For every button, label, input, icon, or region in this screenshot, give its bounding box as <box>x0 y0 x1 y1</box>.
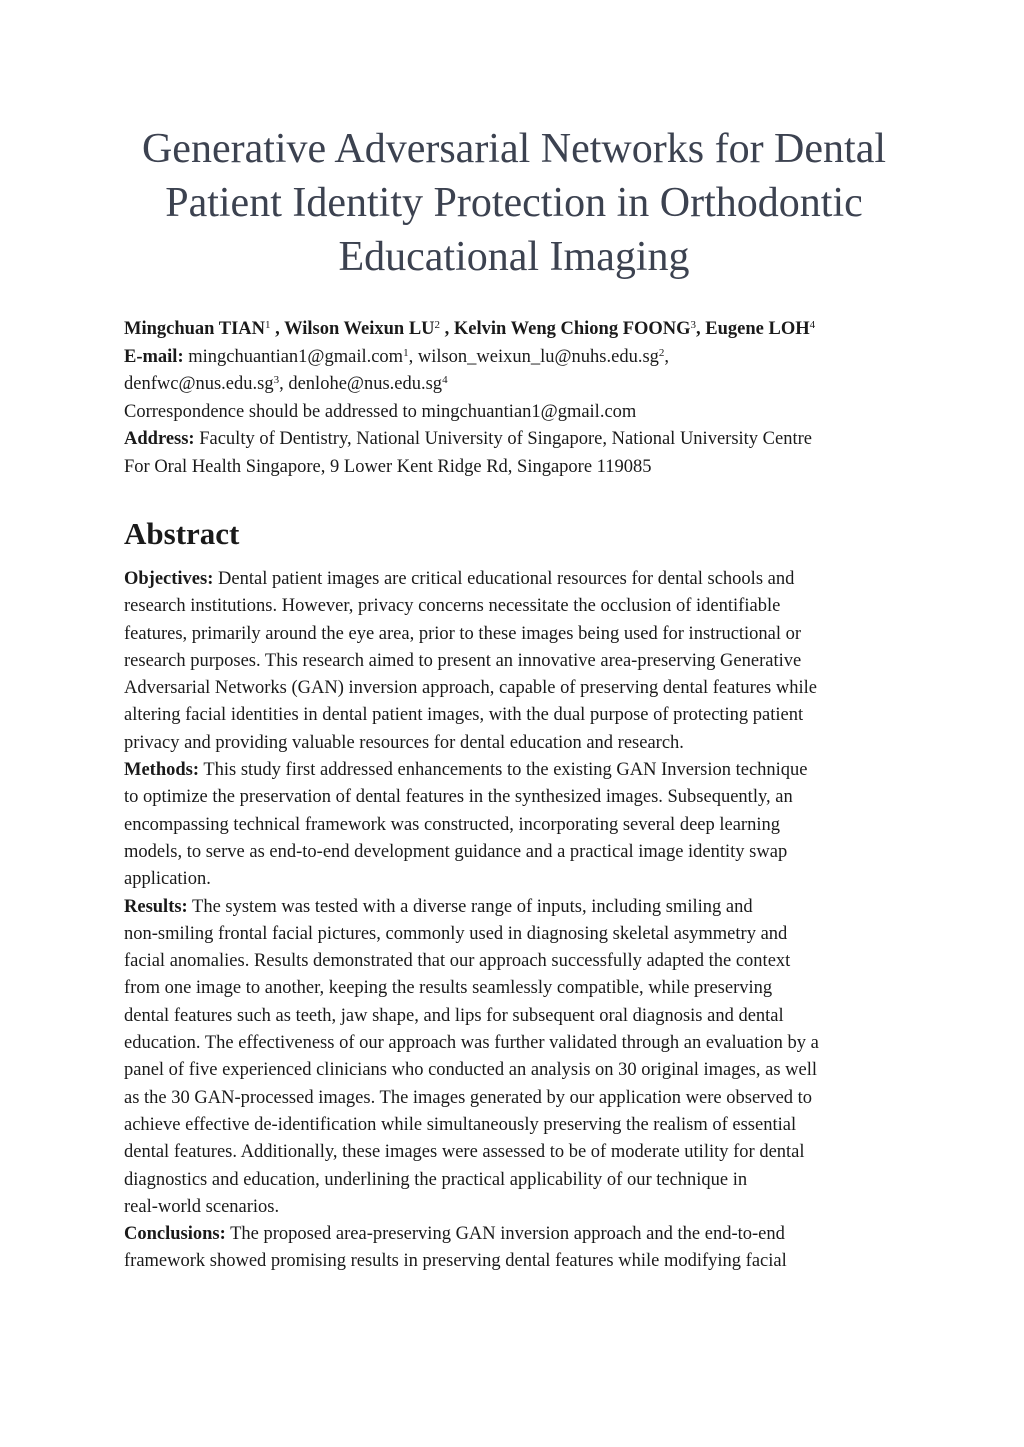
author-name: Wilson Weixun LU <box>284 319 435 339</box>
address-line <box>124 426 924 454</box>
abstract-body <box>124 566 924 1276</box>
abstract-line: diagnostics and education, underlining the practical applicability of our technique in <box>124 1169 748 1190</box>
abstract-line: to optimize the preservation of dental features in the synthesized images. Subsequently, an <box>124 787 793 808</box>
abstract-line: as the 30 GAN-processed images. The images generated by our application were observed to <box>124 1087 813 1108</box>
author-name: Eugene LOH <box>705 319 810 339</box>
abstract-line: real-world scenarios. <box>124 1196 280 1217</box>
abstract-text: The proposed area-preserving GAN inversion approach and the end-to-end <box>225 1224 785 1245</box>
author-separator: , <box>440 319 454 339</box>
address-text: Faculty of Dentistry, National University of Singapore, National University Centre <box>194 429 812 449</box>
email-address[interactable]: denlohe@nus.edu.sg <box>288 374 443 394</box>
address-label: Address: <box>124 429 195 449</box>
abstract-heading: Abstract <box>124 516 240 551</box>
abstract-line: dental features such as teeth, jaw shape, and lips for subsequent oral diagnosis and dental <box>124 1005 784 1026</box>
abstract-line: dental features. Additionally, these images were assessed to be of moderate utility for dental <box>124 1142 805 1163</box>
abstract-line: privacy and providing valuable resources for dental education and research. <box>124 732 684 753</box>
email-address[interactable]: mingchuantian1@gmail.com <box>183 346 404 367</box>
abstract-line: non-smiling frontal facial pictures, commonly used in diagnosing skeletal asymmetry and <box>124 923 788 944</box>
paper-title <box>124 122 904 284</box>
abstract-text: Dental patient images are critical educational resources for dental schools and <box>213 569 795 589</box>
email-label: E-mail: <box>124 346 184 367</box>
author-affiliation: 1 <box>265 319 271 331</box>
abstract-line: education. The effectiveness of our approach was further validated through an evaluation by a <box>124 1033 819 1054</box>
email-separator: , <box>279 374 289 394</box>
abstract-line: from one image to another, keeping the results seamlessly compatible, while preserving <box>124 978 773 999</box>
abstract-text: The system was tested with a diverse range of inputs, including smiling and <box>187 896 753 917</box>
author-affiliation: 4 <box>809 319 816 331</box>
abstract-line: encompassing technical framework was constructed, incorporating several deep learning <box>124 814 780 835</box>
abstract-line <box>124 1221 924 1248</box>
title-line: Educational Imaging <box>338 234 690 280</box>
abstract-line <box>124 894 924 921</box>
objectives-label: Objectives: <box>124 569 214 589</box>
abstract-line <box>124 566 924 593</box>
abstract-line: features, primarily around the eye area, prior to these images being used for instructional or <box>124 623 802 644</box>
email-affiliation: 1 <box>403 346 409 359</box>
author-list <box>124 316 924 344</box>
results-label: Results: <box>124 896 188 917</box>
abstract-line: achieve effective de-identification while simultaneously preserving the realism of essential <box>124 1114 797 1135</box>
title-line: Generative Adversarial Networks for Dental <box>141 126 887 172</box>
email-separator: , <box>664 346 670 367</box>
abstract-line: altering facial identities in dental patient images, with the dual purpose of protecting patient <box>124 705 804 726</box>
author-affiliation: 3 <box>690 319 697 331</box>
abstract-line: research purposes. This research aimed to present an innovative area-preserving Generative <box>124 650 802 671</box>
abstract-line: framework showed promising results in preserving dental features while modifying facial <box>124 1251 787 1272</box>
email-affiliation: 4 <box>442 374 448 386</box>
email-address[interactable]: wilson_weixun_lu@nuhs.edu.sg <box>417 346 659 367</box>
abstract-line: facial anomalies. Results demonstrated that our approach successfully adapted the context <box>124 951 791 972</box>
methods-label: Methods: <box>124 760 200 781</box>
abstract-line: Adversarial Networks (GAN) inversion approach, capable of preserving dental features while <box>124 678 817 699</box>
email-affiliation: 3 <box>273 374 280 386</box>
email-separator: , <box>408 346 418 367</box>
author-name: Mingchuan TIAN <box>124 319 266 339</box>
email-line <box>124 344 924 372</box>
email-address[interactable]: denfwc@nus.edu.sg <box>124 374 274 394</box>
email-line <box>124 371 924 399</box>
correspondence-line: Correspondence should be addressed to mingchuantian1@gmail.com <box>124 401 637 422</box>
author-info <box>124 316 924 481</box>
abstract-line: panel of five experienced clinicians who conducted an analysis on 30 original images, as well <box>124 1060 818 1081</box>
email-affiliation: 2 <box>658 346 665 359</box>
abstract-line <box>124 757 924 784</box>
author-separator: , <box>270 319 285 339</box>
abstract-line: application. <box>124 869 211 890</box>
abstract-line: models, to serve as end-to-end development guidance and a practical image identity swap <box>124 841 788 862</box>
author-separator: , <box>696 319 706 339</box>
conclusions-label: Conclusions: <box>124 1224 226 1245</box>
author-affiliation: 2 <box>434 319 441 331</box>
author-name: Kelvin Weng Chiong FOONG <box>453 319 691 339</box>
title-line: Patient Identity Protection in Orthodontic <box>165 180 863 226</box>
abstract-text: This study first addressed enhancements to the existing GAN Inversion technique <box>199 760 808 781</box>
abstract-line: research institutions. However, privacy concerns necessitate the occlusion of identifiable <box>124 596 781 617</box>
address-line: For Oral Health Singapore, 9 Lower Kent Ridge Rd, Singapore 119085 <box>124 456 652 477</box>
